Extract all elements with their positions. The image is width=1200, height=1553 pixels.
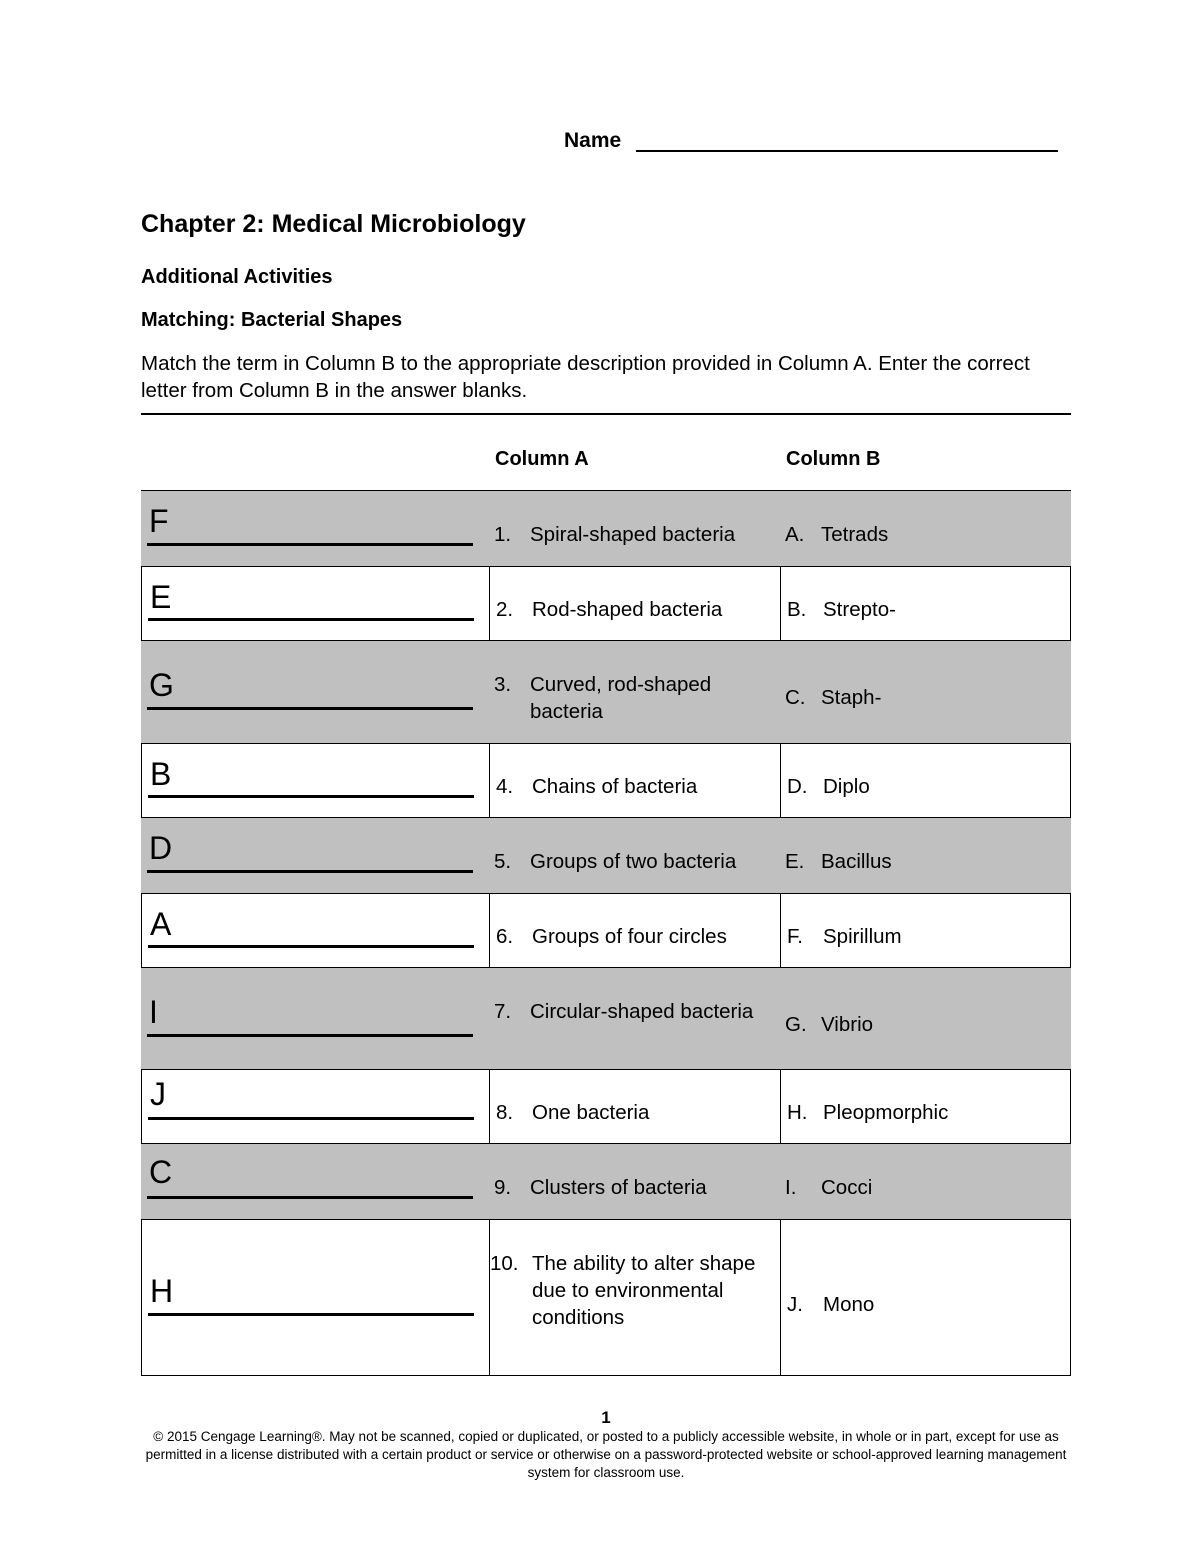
answer-value: F — [149, 503, 169, 539]
column-b-cell — [779, 1144, 1071, 1219]
answer-cell[interactable] — [141, 491, 488, 566]
answer-cell[interactable] — [141, 968, 488, 1069]
item-description: Curved, rod-shaped bacteria — [530, 673, 712, 723]
answer-value: H — [150, 1273, 174, 1309]
column-b-cell — [779, 641, 1071, 743]
column-a-cell — [489, 894, 780, 967]
term-text: Tetrads — [821, 523, 889, 546]
column-a-cell — [489, 744, 780, 817]
column-a-cell — [488, 818, 779, 893]
term-letter: I. — [785, 1176, 797, 1199]
answer-value: B — [150, 756, 172, 792]
term-letter: F. — [787, 925, 803, 948]
chapter-title: Chapter 2: Medical Microbiology — [141, 210, 526, 238]
term-text: Mono — [823, 1293, 875, 1316]
answer-blank — [147, 1196, 473, 1199]
item-number: 2. — [496, 598, 514, 621]
column-b-cell — [780, 1070, 1070, 1143]
column-a-cell — [489, 1220, 780, 1375]
term-text: Vibrio — [821, 1013, 874, 1036]
term-text: Bacillus — [821, 850, 892, 873]
page-footer — [141, 1408, 1071, 1482]
term-text: Strepto- — [823, 598, 896, 621]
term-letter: G. — [785, 1013, 807, 1036]
item-number: 8. — [496, 1101, 514, 1124]
answer-cell[interactable] — [141, 1144, 488, 1219]
column-b-header: Column B — [786, 448, 881, 470]
column-a-cell — [488, 1144, 779, 1219]
item-number: 4. — [496, 775, 514, 798]
table-row — [141, 491, 1071, 566]
table-row — [141, 641, 1071, 743]
item-description: The ability to alter shape due to environmental conditions — [532, 1252, 756, 1329]
item-description: Groups of two bacteria — [530, 850, 737, 873]
answer-cell[interactable] — [142, 567, 489, 640]
term-text: Spirillum — [823, 925, 902, 948]
column-b-cell — [779, 491, 1071, 566]
table-row — [141, 1219, 1071, 1376]
column-a-cell — [488, 641, 779, 743]
instructions: Match the term in Column B to the appropriate description provided in Column A. Enter the correct letter from Column B in the answer blanks. — [141, 352, 1030, 402]
item-number: 10. — [490, 1252, 519, 1275]
answer-value: I — [149, 994, 158, 1030]
column-b-cell — [779, 968, 1071, 1069]
table-row — [141, 968, 1071, 1069]
name-blank[interactable] — [636, 150, 1058, 152]
answer-blank — [148, 795, 474, 798]
answer-value: C — [149, 1154, 173, 1190]
item-description: Rod-shaped bacteria — [532, 598, 723, 621]
column-a-cell — [488, 968, 779, 1069]
table-row — [141, 1069, 1071, 1144]
column-a-cell — [489, 1070, 780, 1143]
term-letter: B. — [787, 598, 807, 621]
divider-rule — [141, 413, 1071, 415]
item-number: 6. — [496, 925, 514, 948]
term-letter: A. — [785, 523, 805, 546]
answer-value: G — [149, 667, 174, 703]
term-letter: J. — [787, 1293, 803, 1316]
term-text: Cocci — [821, 1176, 873, 1199]
column-b-cell — [780, 1220, 1070, 1375]
section-title: Additional Activities — [141, 266, 333, 288]
answer-value: J — [150, 1076, 166, 1112]
answer-cell[interactable] — [142, 1070, 489, 1143]
column-b-cell — [780, 567, 1070, 640]
term-letter: H. — [787, 1101, 808, 1124]
table-row — [141, 743, 1071, 818]
term-text: Diplo — [823, 775, 870, 798]
term-text: Pleopmorphic — [823, 1101, 949, 1124]
answer-blank — [147, 870, 473, 873]
term-letter: E. — [785, 850, 805, 873]
table-row — [141, 893, 1071, 968]
table-row — [141, 1144, 1071, 1219]
answer-cell[interactable] — [141, 641, 488, 743]
copyright-notice: © 2015 Cengage Learning®. May not be scanned, copied or duplicated, or posted to a publicly accessible website, in whole or in part, except for use as permitted in a license distributed with a certain product or service or otherwise on a password-protected website or school-approved learning management system for classroom use. — [145, 1429, 1067, 1480]
item-number: 5. — [494, 850, 512, 873]
column-a-header: Column A — [495, 448, 589, 470]
answer-cell[interactable] — [141, 818, 488, 893]
item-description: Spiral-shaped bacteria — [530, 523, 736, 546]
answer-blank — [148, 945, 474, 948]
table-row — [141, 566, 1071, 641]
answer-blank — [147, 707, 473, 710]
column-b-cell — [779, 818, 1071, 893]
item-description: Clusters of bacteria — [530, 1176, 707, 1199]
answer-blank — [147, 543, 473, 546]
answer-blank — [148, 1313, 474, 1316]
term-text: Staph- — [821, 686, 882, 709]
term-letter: C. — [785, 686, 806, 709]
answer-cell[interactable] — [142, 744, 489, 817]
page-number: 1 — [601, 1408, 611, 1427]
item-number: 1. — [494, 523, 512, 546]
table-row — [141, 818, 1071, 893]
item-description: Groups of four circles — [532, 925, 727, 948]
activity-title: Matching: Bacterial Shapes — [141, 309, 403, 331]
answer-value: D — [149, 830, 173, 866]
column-b-cell — [780, 744, 1070, 817]
column-b-cell — [780, 894, 1070, 967]
answer-blank — [148, 618, 474, 621]
answer-blank — [147, 1034, 473, 1037]
column-a-cell — [488, 491, 779, 566]
column-a-cell — [489, 567, 780, 640]
answer-blank — [148, 1117, 474, 1120]
answer-cell[interactable] — [142, 894, 489, 967]
item-number: 7. — [494, 1000, 512, 1023]
name-label: Name — [564, 129, 622, 152]
item-description: Circular-shaped bacteria — [530, 1000, 754, 1023]
answer-value: E — [150, 579, 172, 615]
item-number: 9. — [494, 1176, 512, 1199]
item-number: 3. — [494, 673, 512, 696]
answer-cell[interactable] — [142, 1220, 489, 1375]
matching-table — [141, 490, 1071, 1376]
answer-value: A — [150, 906, 172, 942]
term-letter: D. — [787, 775, 808, 798]
item-description: Chains of bacteria — [532, 775, 698, 798]
item-description: One bacteria — [532, 1101, 650, 1124]
